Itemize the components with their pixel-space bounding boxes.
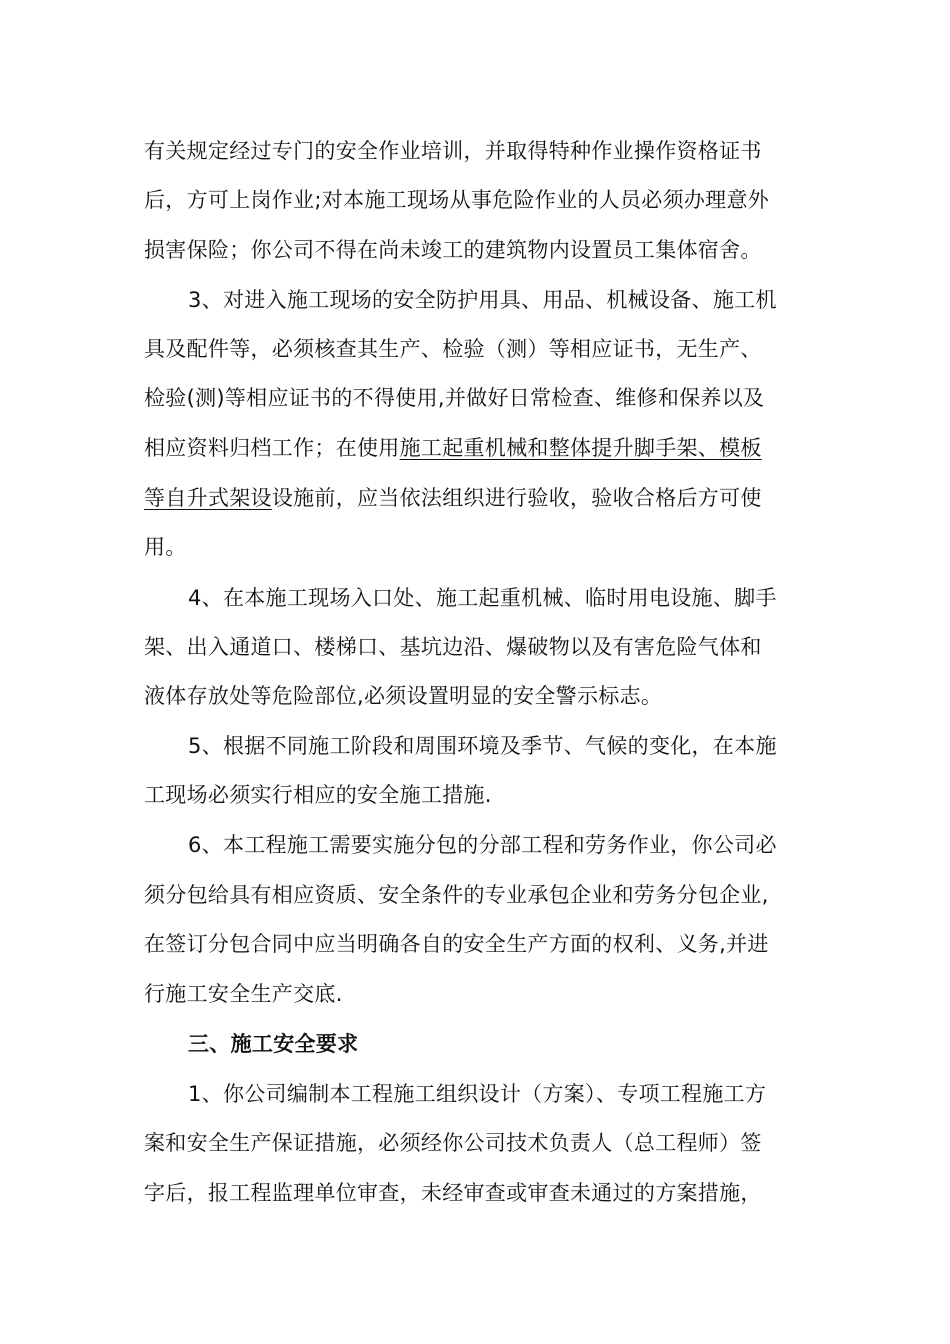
text-segment: 相应资料归档工作；在使用	[144, 436, 400, 460]
text-line: 行施工安全生产交底.	[144, 982, 343, 1006]
text-line: 6、本工程施工需要实施分包的分部工程和劳务作业，你公司必	[188, 833, 777, 857]
text-line: 液体存放处等危险部位,必须设置明显的安全警示标志。	[144, 684, 663, 708]
text-line: 1、你公司编制本工程施工组织设计（方案）、专项工程施工方	[188, 1082, 767, 1106]
text-line: 损害保险；你公司不得在尚未竣工的建筑物内设置员工集体宿舍。	[144, 238, 762, 262]
text-line: 后，方可上岗作业;对本施工现场从事危险作业的人员必须办理意外	[144, 188, 770, 212]
section-heading: 三、施工安全要求	[188, 1032, 359, 1056]
text-line: 架、出入通道口、楼梯口、基坑边沿、爆破物以及有害危险气体和	[144, 635, 762, 659]
text-line: 4、在本施工现场入口处、施工起重机械、临时用电设施、脚手	[188, 586, 777, 610]
text-line: 须分包给具有相应资质、安全条件的专业承包企业和劳务分包企业,	[144, 883, 769, 907]
text-line: 检验(测)等相应证书的不得使用,并做好日常检查、维修和保养以及	[144, 386, 765, 410]
text-line: 3、对进入施工现场的安全防护用具、用品、机械设备、施工机	[188, 288, 777, 312]
text-line: 具及配件等，必须核查其生产、检验（测）等相应证书，无生产、	[144, 337, 762, 361]
text-line: 工现场必须实行相应的安全施工措施.	[144, 783, 492, 807]
underlined-text: 施工起重机械和整体提升脚手架、模板	[399, 436, 762, 460]
text-line: 5、根据不同施工阶段和周围环境及季节、气候的变化，在本施	[188, 734, 777, 758]
text-line	[144, 483, 824, 513]
underlined-text: 等自升式架设	[144, 486, 272, 510]
text-line: 有关规定经过专门的安全作业培训，并取得特种作业操作资格证书	[144, 139, 762, 163]
text-line: 用。	[144, 535, 187, 559]
text-line: 在签订分包合同中应当明确各自的安全生产方面的权利、义务,并进	[144, 932, 769, 956]
text-line: 案和安全生产保证措施，必须经你公司技术负责人（总工程师）签	[144, 1131, 762, 1155]
text-line: 字后，报工程监理单位审查，未经审查或审查未通过的方案措施，	[144, 1181, 762, 1205]
text-segment: 设施前，应当依法组织进行验收，验收合格后方可使	[271, 486, 762, 510]
text-line	[144, 433, 824, 463]
